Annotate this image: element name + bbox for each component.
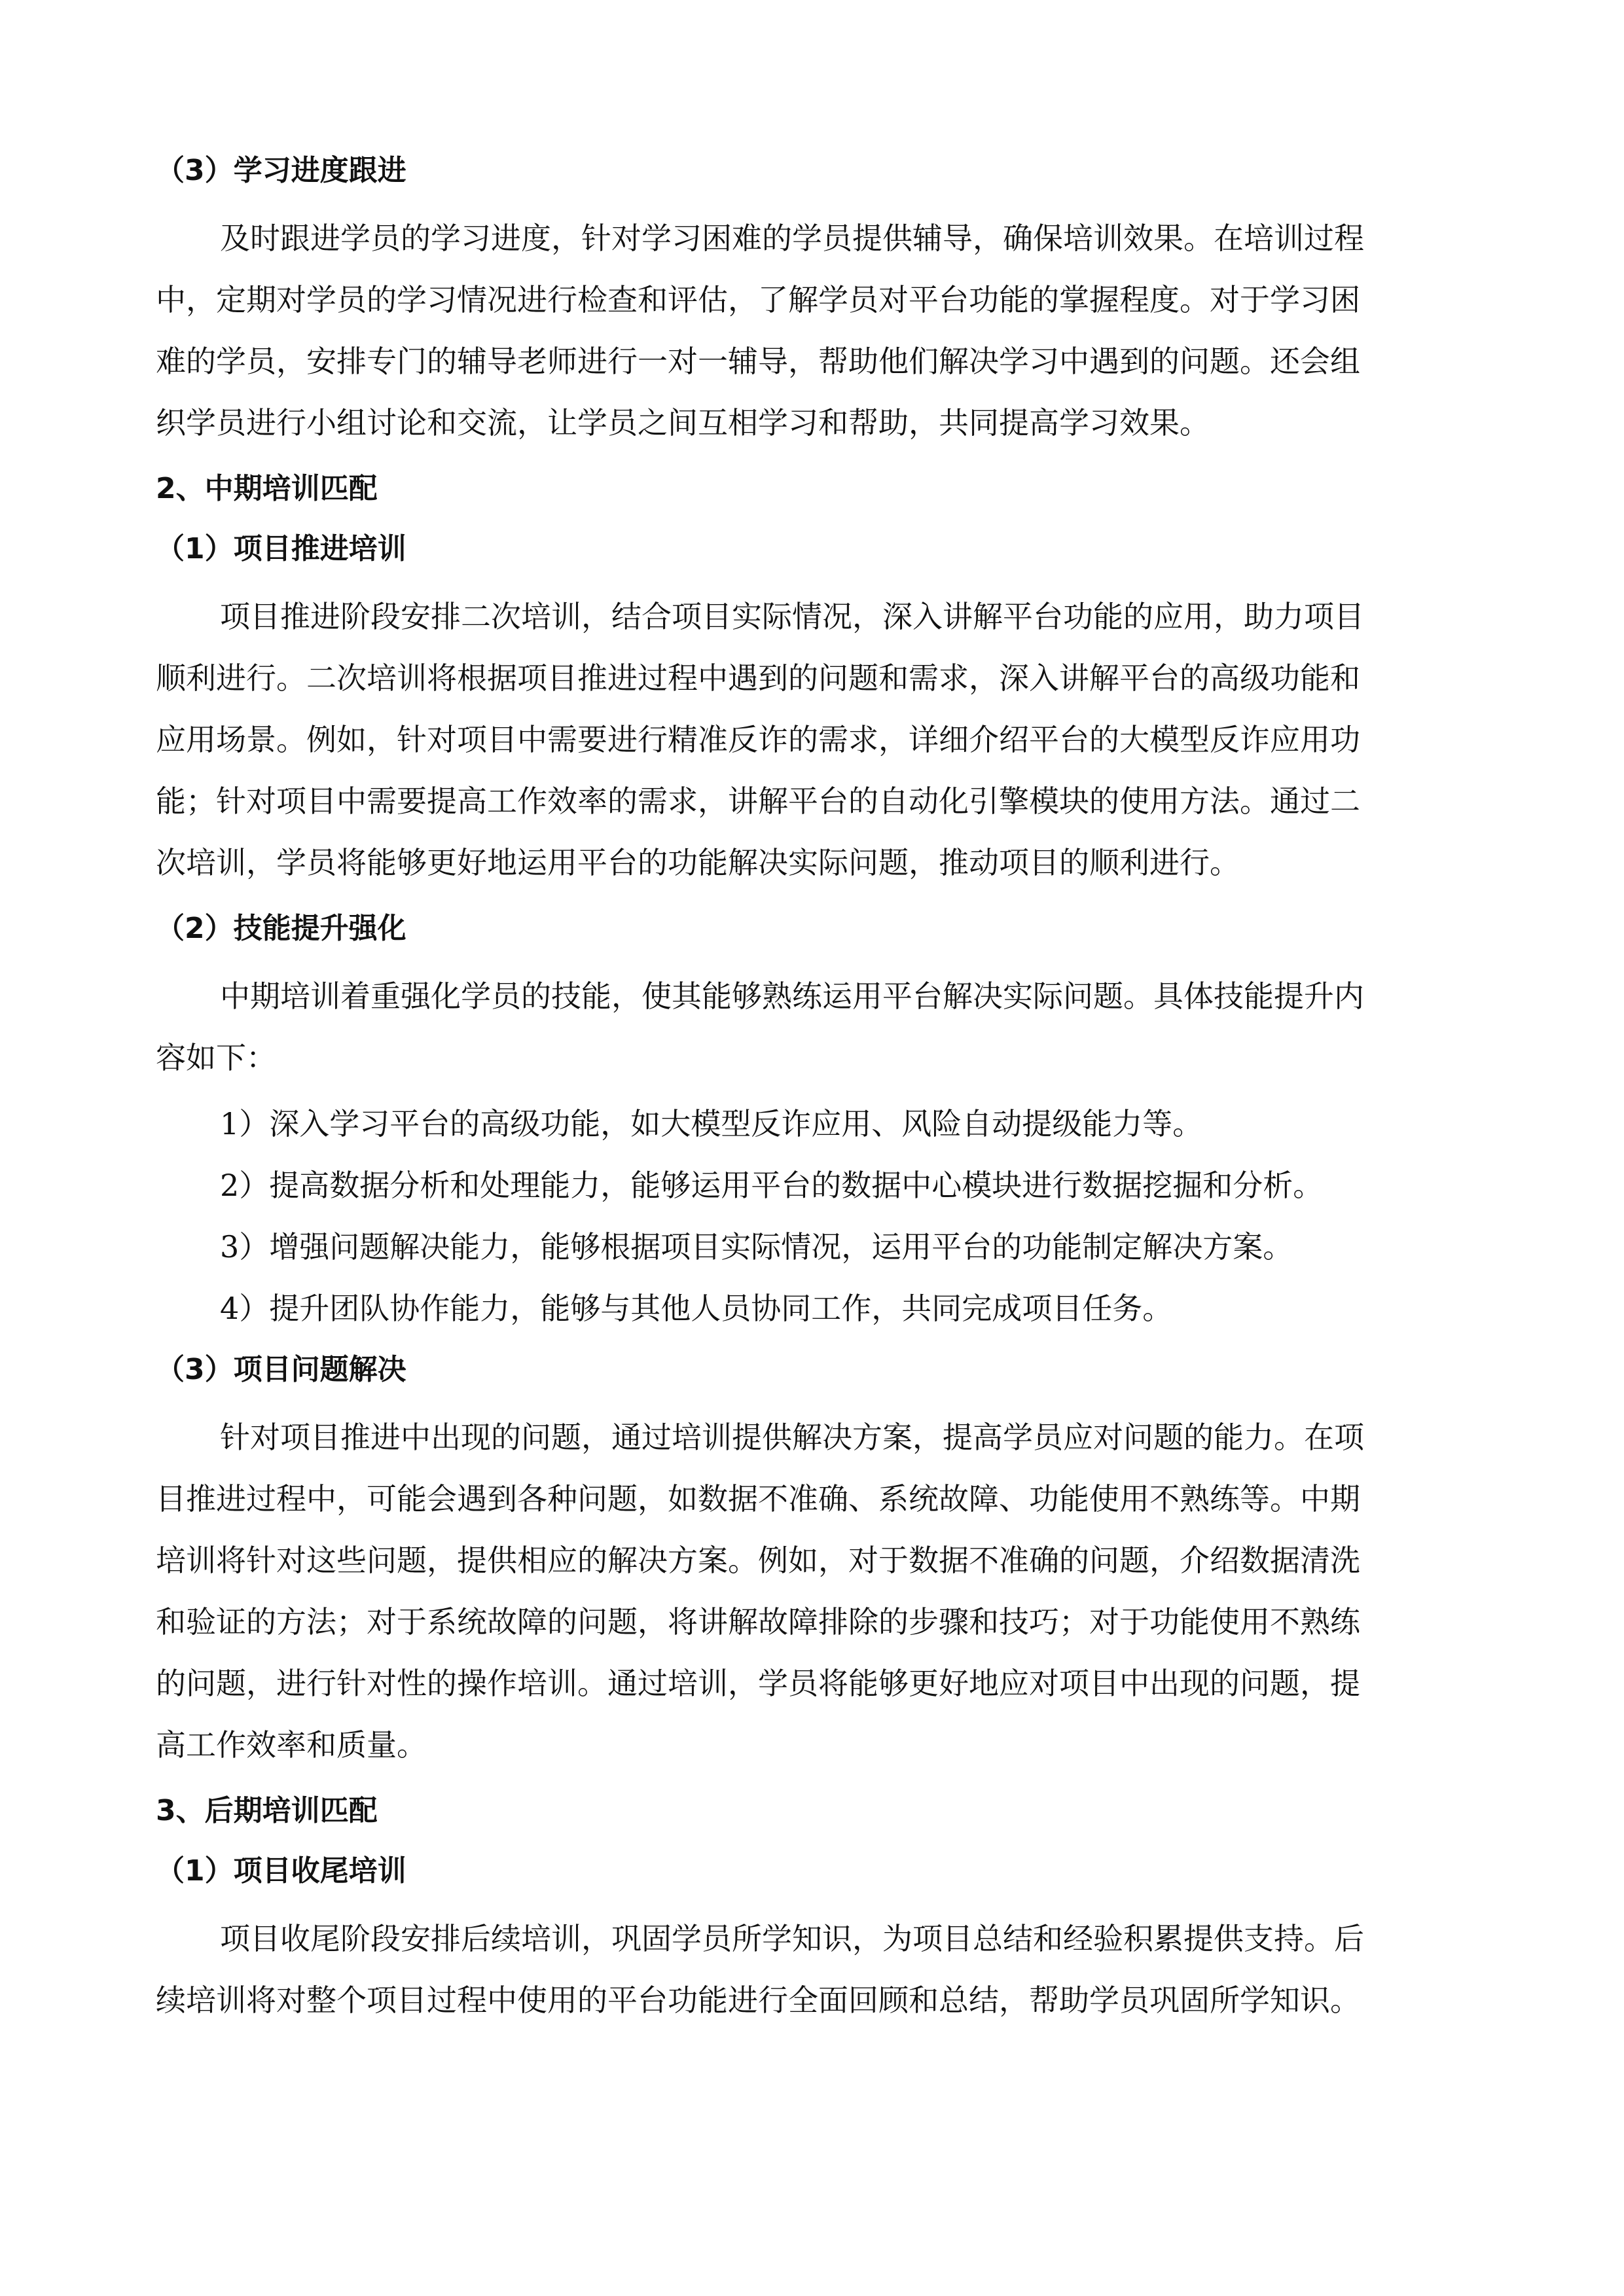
paragraph-skill-enhancement <box>156 965 1468 1088</box>
paragraph-line: 中期培训着重强化学员的技能，使其能够熟练运用平台解决实际问题。具体技能提升内 <box>220 978 1364 1014</box>
paragraph-line: 次培训，学员将能够更好地运用平台的功能解决实际问题，推动项目的顺利进行。 <box>156 845 1240 880</box>
subheading-learning-progress: （3）学习进度跟进 <box>156 154 406 187</box>
paragraph-line: 项目收尾阶段安排后续培训，巩固学员所学知识，为项目总结和经验积累提供支持。后 <box>220 1921 1364 1956</box>
paragraph-line: 培训将针对这些问题，提供相应的解决方案。例如，对于数据不准确的问题，介绍数据清洗 <box>156 1543 1360 1578</box>
paragraph-line: 的问题，进行针对性的操作培训。通过培训，学员将能够更好地应对项目中出现的问题，提 <box>156 1666 1360 1701</box>
paragraph-line: 续培训将对整个项目过程中使用的平台功能进行全面回顾和总结，帮助学员巩固所学知识。 <box>156 1982 1360 2018</box>
subheading-skill-enhancement: （2）技能提升强化 <box>156 912 406 945</box>
list-item: 3）增强问题解决能力，能够根据项目实际情况，运用平台的功能制定解决方案。 <box>220 1229 1293 1265</box>
paragraph-line: 高工作效率和质量。 <box>156 1727 427 1763</box>
list-item: 1）深入学习平台的高级功能，如大模型反诈应用、风险自动提级能力等。 <box>220 1106 1203 1141</box>
list-item: 2）提高数据分析和处理能力，能够运用平台的数据中心模块进行数据挖掘和分析。 <box>220 1168 1324 1203</box>
document-body <box>156 147 1468 2043</box>
subheading-project-closing: （1）项目收尾培训 <box>156 1854 406 1888</box>
paragraph-project-advancement <box>156 586 1468 893</box>
paragraph-project-closing <box>156 1908 1468 2031</box>
paragraph-line: 应用场景。例如，针对项目中需要进行精准反诈的需求，详细介绍平台的大模型反诈应用功 <box>156 722 1360 757</box>
paragraph-line: 能；针对项目中需要提高工作效率的需求，讲解平台的自动化引擎模块的使用方法。通过二 <box>156 783 1360 819</box>
section-heading-late-training: 3、后期培训匹配 <box>156 1794 378 1827</box>
paragraph-line: 难的学员，安排专门的辅导老师进行一对一辅导，帮助他们解决学习中遇到的问题。还会组 <box>156 344 1360 379</box>
subheading-problem-solving: （3）项目问题解决 <box>156 1353 406 1386</box>
paragraph-line: 和验证的方法；对于系统故障的问题，将讲解故障排除的步骤和技巧；对于功能使用不熟练 <box>156 1604 1360 1640</box>
paragraph-line: 织学员进行小组讨论和交流，让学员之间互相学习和帮助，共同提高学习效果。 <box>156 405 1210 440</box>
paragraph-line: 项目推进阶段安排二次培训，结合项目实际情况，深入讲解平台功能的应用，助力项目 <box>220 599 1364 634</box>
paragraph-problem-solving <box>156 1407 1468 1776</box>
paragraph-line: 容如下： <box>156 1040 276 1075</box>
paragraph-line: 目推进过程中，可能会遇到各种问题，如数据不准确、系统故障、功能使用不熟练等。中期 <box>156 1481 1360 1516</box>
paragraph-line: 及时跟进学员的学习进度，针对学习困难的学员提供辅导，确保培训效果。在培训过程 <box>220 221 1364 256</box>
list-item: 4）提升团队协作能力，能够与其他人员协同工作，共同完成项目任务。 <box>220 1291 1173 1326</box>
subheading-project-advancement: （1）项目推进培训 <box>156 532 406 565</box>
section-heading-midterm-training: 2、中期培训匹配 <box>156 472 378 505</box>
paragraph-line: 针对项目推进中出现的问题，通过培训提供解决方案，提高学员应对问题的能力。在项 <box>220 1420 1364 1455</box>
paragraph-line: 中，定期对学员的学习情况进行检查和评估，了解学员对平台功能的掌握程度。对于学习困 <box>156 282 1360 317</box>
paragraph-learning-progress <box>156 207 1468 454</box>
paragraph-line: 顺利进行。二次培训将根据项目推进过程中遇到的问题和需求，深入讲解平台的高级功能和 <box>156 660 1360 696</box>
